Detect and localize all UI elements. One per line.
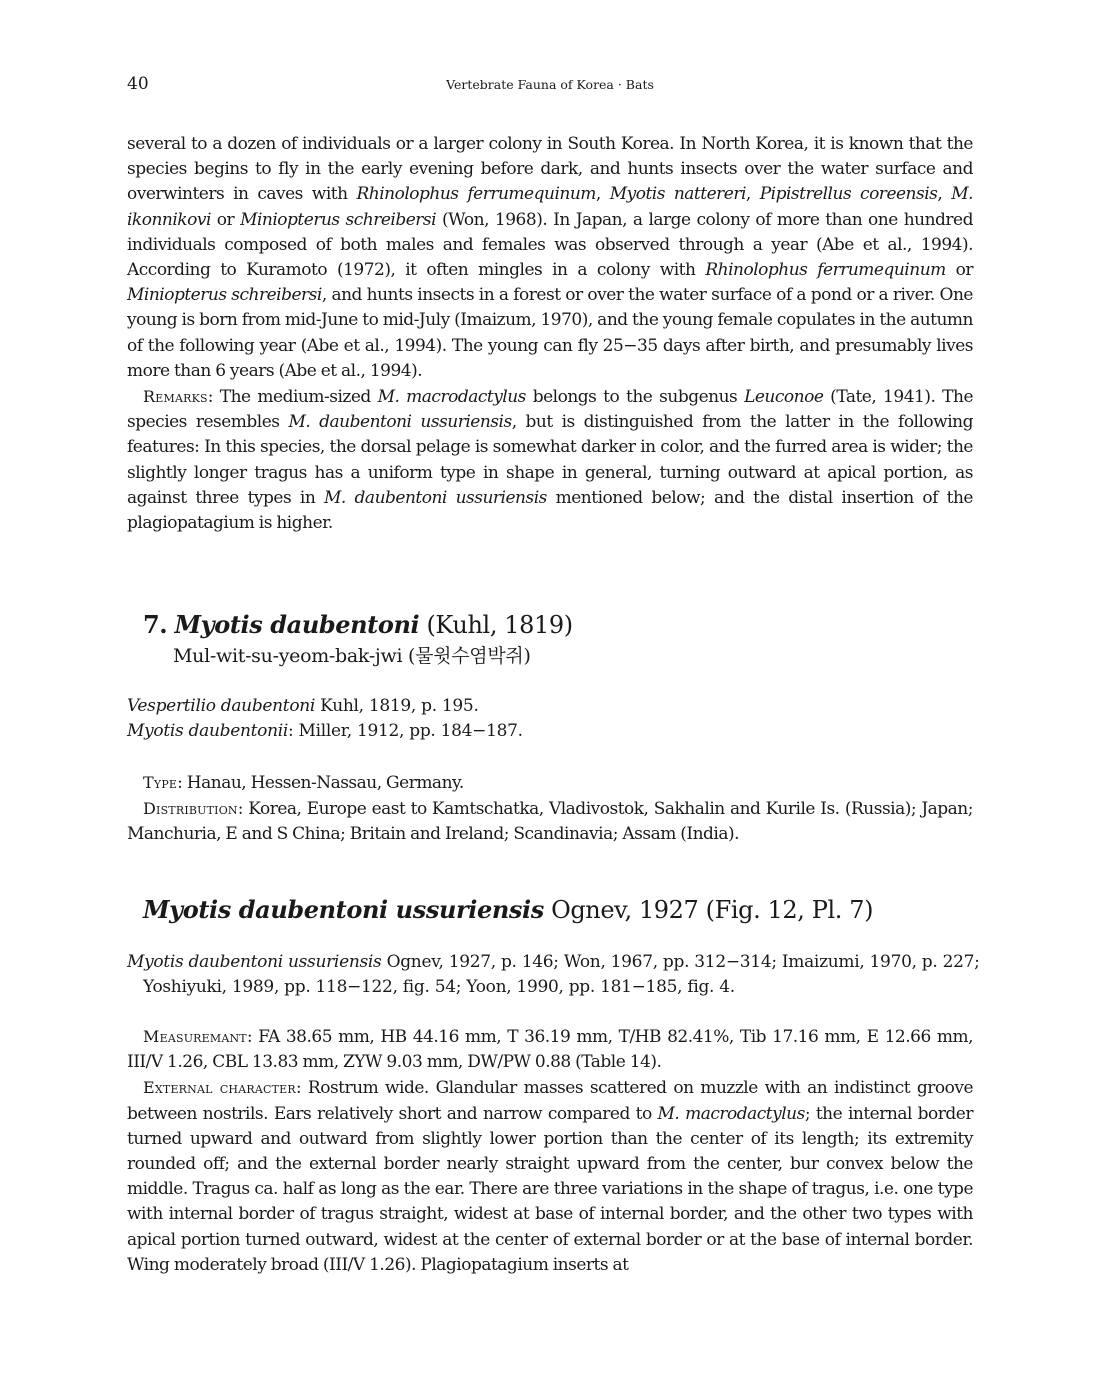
measurement-paragraph: Measuremant: FA 38.65 mm, HB 44.16 mm, T 36.19 mm, T/HB 82.41%, Tib 17.16 mm, E 12.66 mm, III/V 1.26, CBL 13.83 mm, ZYW 9.03 mm, DW/PW 0.88 (Table 14). — [127, 1027, 973, 1073]
subspecies-author: Ognev, 1927 (Fig. 12, Pl. 7) — [543, 896, 874, 924]
type-distribution-block — [127, 770, 973, 848]
page-header — [127, 74, 973, 98]
remarks-paragraph: Remarks: The medium-sized M. macrodactylus belongs to the subgenus Leuconoe (Tate, 1941). The species resembles M. daubentoni ussuriensis, but is distinguished from the latter in the following features: In this species, the dorsal pelage is somewhat darker in color, and the furred area is wider; the slightly longer tragus has a uniform type in shape in general, turning outward at apical portion, as against three types in M. daubentoni ussuriensis mentioned below; and the distal insertion of the plagiopatagium is higher. — [127, 387, 974, 534]
subspecies-heading — [143, 895, 873, 925]
synonym-entry: Vespertilio daubentoni Kuhl, 1819, p. 195. — [127, 696, 479, 716]
running-title: Vertebrate Fauna of Korea · Bats — [446, 77, 654, 92]
description-block — [127, 1024, 973, 1278]
type-paragraph: Type: Hanau, Hessen-Nassau, Germany. — [143, 773, 464, 793]
subspecies-scientific-name: Myotis daubentoni ussuriensis — [143, 895, 544, 924]
page-number: 40 — [127, 74, 149, 94]
synonymy-list — [127, 694, 973, 744]
measurement-label: Measuremant — [143, 1027, 247, 1046]
species-scientific-name: Myotis daubentoni — [174, 610, 420, 639]
remarks-label: Remarks — [143, 387, 208, 407]
external-character-paragraph: External character: Rostrum wide. Glandular masses scattered on muzzle with an indistinct groove between nostrils. Ears relatively short and narrow compared to M. macrodactylus; the internal border turned upward and outward from slightly lower portion than the center of its length; its extremity rounded off; and the external border nearly straight upward from the center, bur convex below the middle. Tragus ca. half as long as the ear. There are three variations in the shape of tragus, i.e. one type with internal border of tragus straight, widest at base of internal border, and the other two types with apical portion turned outward, widest at the center of external border or at the base of internal border. Wing moderately broad (III/V 1.26). Plagiopatagium inserts at — [127, 1078, 974, 1275]
species-number: 7. — [143, 610, 168, 639]
distribution-label: Distribution — [143, 799, 238, 819]
text-block-top — [127, 132, 973, 536]
continuation-paragraph: several to a dozen of individuals or a larger colony in South Korea. In North Korea, it is known that the species begins to fly in the early evening before dark, and hunts insects over the water surface and overwinters in caves with Rhinolophus ferrumequinum, Myotis nattereri, Pipistrellus coreensis, M. ikonnikovi or Miniopterus schreibersi (Won, 1968). In Japan, a large colony of more than one hundred individuals composed of both males and females was observed through a year (Abe et al., 1994). According to Kuramoto (1972), it often mingles in a colony with Rhinolophus ferrumequinum or Miniopterus schreibersi, and hunts insects in a forest or over the water surface of a pond or a river. One young is born from mid-June to mid-July (Imaizum, 1970), and the young female copulates in the autumn of the following year (Abe et al., 1994). The young can fly 25−35 days after birth, and presumably lives more than 6 years (Abe et al., 1994). — [127, 134, 974, 381]
subspecies-synonymy: Myotis daubentoni ussuriensis Ognev, 1927, p. 146; Won, 1967, pp. 312−314; Imaizumi, 1970, p. 227; Yoshiyuki, 1989, pp. 118−122, fig. 54; Yoon, 1990, pp. 181−185, fig. 4. — [127, 952, 980, 997]
synonym-entry: Myotis daubentonii: Miller, 1912, pp. 184−187. — [127, 721, 523, 741]
species-korean-name: Mul-wit-su-yeom-bak-jwi (물윗수염박쥐) — [173, 645, 531, 667]
species-author: (Kuhl, 1819) — [419, 611, 573, 639]
type-label: Type — [143, 773, 178, 792]
external-character-label: External character — [143, 1078, 296, 1098]
distribution-paragraph: Distribution: Korea, Europe east to Kamtschatka, Vladivostok, Sakhalin and Kurile Is. (Russia); Japan; Manchuria, E and S China; Britain and Ireland; Scandinavia; Assam (India). — [127, 799, 973, 845]
species-heading — [143, 610, 573, 640]
